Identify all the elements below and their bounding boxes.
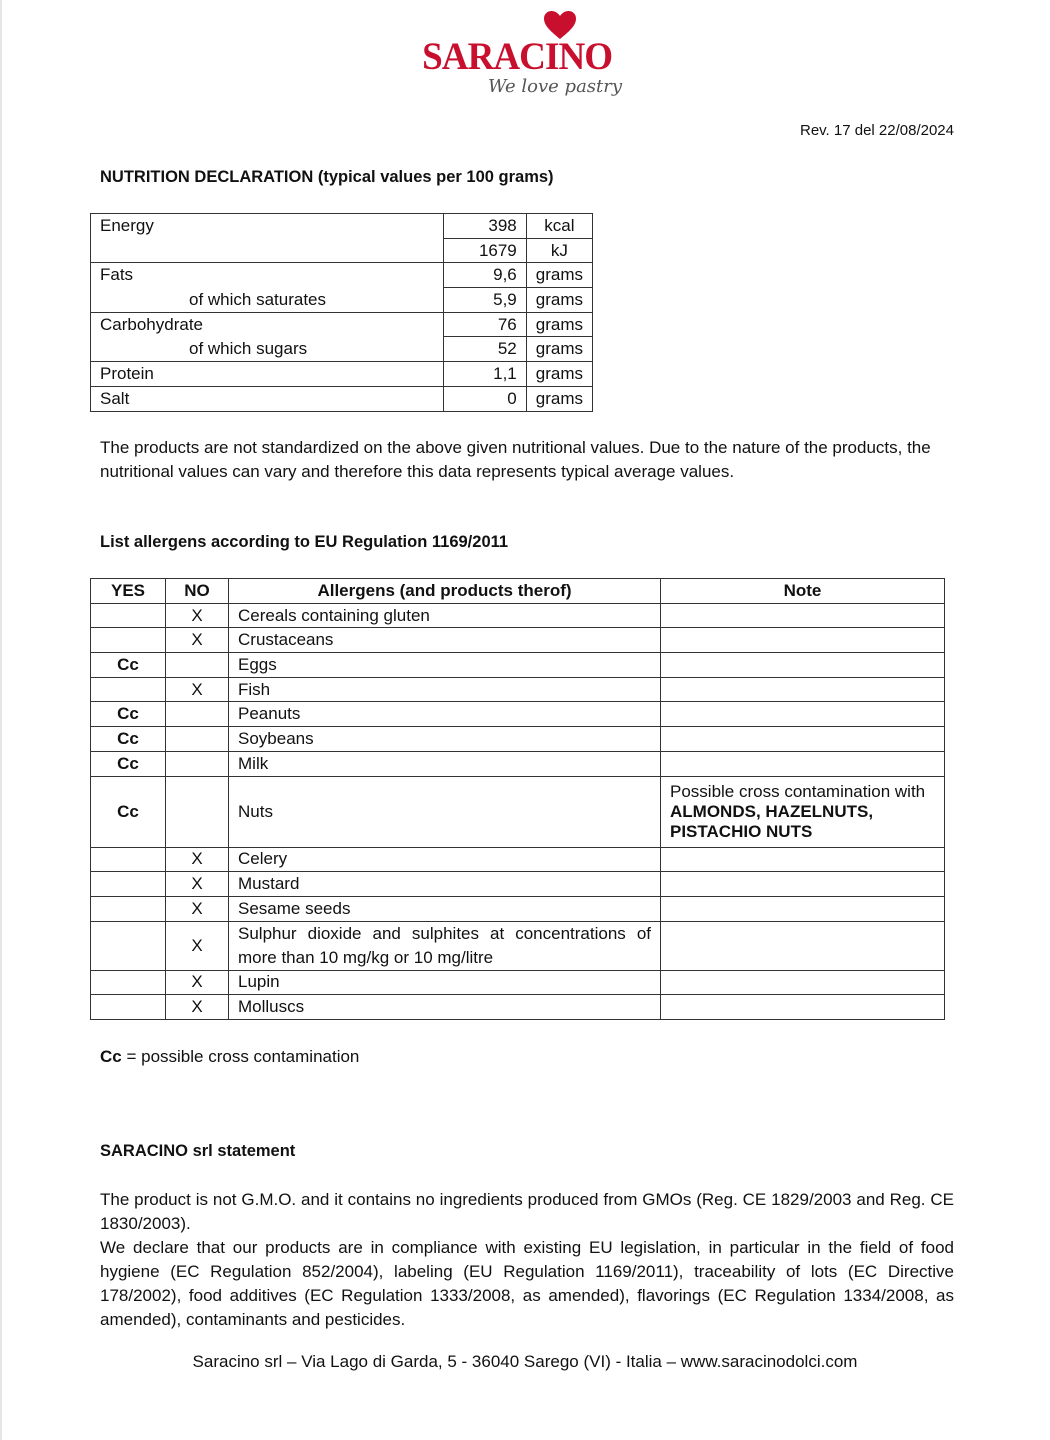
no-cell: [166, 702, 229, 727]
table-row: [91, 628, 945, 653]
energy-kcal-value: 398: [443, 214, 526, 239]
no-cell: X: [166, 872, 229, 897]
nutrient-value: 76: [443, 312, 526, 337]
yes-cell: [91, 847, 166, 872]
table-row: [91, 995, 945, 1020]
table-row: [91, 386, 593, 411]
yes-cell: [91, 995, 166, 1020]
note-cell: [661, 628, 945, 653]
note-cell: [661, 751, 945, 776]
logo-wordmark: SARACINO: [422, 35, 613, 78]
allergen-cell: Mustard: [229, 872, 661, 897]
nutrient-label: of which sugars: [91, 337, 444, 362]
note-cell: [661, 653, 945, 678]
yes-cell: [91, 677, 166, 702]
note-cell: [661, 847, 945, 872]
statement-heading: SARACINO srl statement: [100, 1142, 296, 1160]
no-cell: [166, 653, 229, 678]
nutrition-table: [90, 213, 593, 412]
table-row: [91, 603, 945, 628]
allergen-cell: Celery: [229, 847, 661, 872]
nutrient-unit: grams: [526, 386, 592, 411]
note-cell: [661, 995, 945, 1020]
yes-cell: Cc: [91, 653, 166, 678]
cc-legend-text: = possible cross contamination: [121, 1047, 360, 1066]
no-cell: [166, 751, 229, 776]
yes-cell: Cc: [91, 751, 166, 776]
allergens-table: [90, 578, 945, 1020]
allergen-cell: Molluscs: [229, 995, 661, 1020]
note-nut-list: ALMONDS, HAZELNUTS, PISTACHIO NUTS: [670, 801, 874, 841]
column-header-note: Note: [661, 579, 945, 604]
nutrient-label: Fats: [91, 263, 444, 288]
table-row: [91, 288, 593, 313]
column-header-allergen: Allergens (and products therof): [229, 579, 661, 604]
allergen-cell: Sesame seeds: [229, 896, 661, 921]
allergen-cell: Lupin: [229, 970, 661, 995]
note-cell: [661, 970, 945, 995]
nutrition-heading: NUTRITION DECLARATION (typical values per 100 grams): [100, 168, 554, 186]
note-cell: [661, 702, 945, 727]
table-row: [91, 653, 945, 678]
no-cell: X: [166, 896, 229, 921]
nutrient-label: of which saturates: [91, 288, 444, 313]
note-cell: [661, 727, 945, 752]
no-cell: X: [166, 847, 229, 872]
page-edge: [0, 0, 2, 1440]
note-cell: [661, 921, 945, 970]
table-row: [91, 677, 945, 702]
table-row: [91, 896, 945, 921]
note-cell: [661, 776, 945, 847]
column-header-yes: YES: [91, 579, 166, 604]
no-cell: [166, 727, 229, 752]
allergen-cell: Soybeans: [229, 727, 661, 752]
table-row: [91, 970, 945, 995]
table-row: [91, 921, 945, 970]
no-cell: X: [166, 995, 229, 1020]
table-row: [91, 872, 945, 897]
note-text: Possible cross contamination with: [670, 781, 926, 801]
compliance-statement: We declare that our products are in compliance with existing EU legislation, in particular in the field of food hygiene (EC Regulation 852/2004), labeling (EU Regulation 1169/2011), traceability of lots (EC Directive 178/2002), food additives (EC Regulation 1333/2008, as amended), flavorings (EC Regulation 1334/2008, as amended), contaminants and pesticides.: [100, 1238, 954, 1329]
allergens-heading: List allergens according to EU Regulation 1169/2011: [100, 533, 509, 551]
note-cell: [661, 896, 945, 921]
footer-address: Saracino srl – Via Lago di Garda, 5 - 36040 Sarego (VI) - Italia – www.saracinodolci.com: [192, 1352, 858, 1371]
company-logo: [410, 10, 635, 100]
nutrient-unit: grams: [526, 362, 592, 387]
statement-body: [100, 1188, 954, 1332]
allergen-cell: Nuts: [229, 776, 661, 847]
nutrient-label: Carbohydrate: [91, 312, 444, 337]
table-row: [91, 312, 593, 337]
nutrient-value: 0: [443, 386, 526, 411]
yes-cell: Cc: [91, 727, 166, 752]
table-header-row: [91, 579, 945, 604]
no-cell: [166, 776, 229, 847]
yes-cell: [91, 603, 166, 628]
nutrition-disclaimer: The products are not standardized on the above given nutritional values. Due to the nature of the products, the nutritional values can vary and therefore this data represents typical average values.: [100, 438, 931, 481]
energy-kcal-unit: kcal: [526, 214, 592, 239]
allergen-cell: Fish: [229, 677, 661, 702]
table-row: [91, 751, 945, 776]
energy-label: Energy: [91, 214, 444, 263]
column-header-no: NO: [166, 579, 229, 604]
yes-cell: [91, 970, 166, 995]
allergen-cell: Milk: [229, 751, 661, 776]
nutrient-value: 5,9: [443, 288, 526, 313]
no-cell: X: [166, 603, 229, 628]
table-row: [91, 337, 593, 362]
allergen-cell: Peanuts: [229, 702, 661, 727]
cc-legend: [100, 1045, 954, 1069]
energy-kj-unit: kJ: [526, 238, 592, 263]
allergen-cell: Cereals containing gluten: [229, 603, 661, 628]
nutrient-value: 52: [443, 337, 526, 362]
nutrient-label: Protein: [91, 362, 444, 387]
yes-cell: [91, 872, 166, 897]
yes-cell: [91, 921, 166, 970]
no-cell: X: [166, 970, 229, 995]
note-cell: [661, 603, 945, 628]
yes-cell: [91, 628, 166, 653]
table-row: [91, 702, 945, 727]
nutrient-value: 1,1: [443, 362, 526, 387]
nutrient-value: 9,6: [443, 263, 526, 288]
nutrient-unit: grams: [526, 263, 592, 288]
yes-cell: Cc: [91, 702, 166, 727]
yes-cell: [91, 896, 166, 921]
allergen-cell: Sulphur dioxide and sulphites at concentrations of more than 10 mg/kg or 10 mg/litre: [229, 921, 661, 970]
table-row: [91, 362, 593, 387]
table-row: [91, 214, 593, 239]
nutrient-unit: grams: [526, 288, 592, 313]
yes-cell: Cc: [91, 776, 166, 847]
no-cell: X: [166, 628, 229, 653]
table-row: [91, 727, 945, 752]
allergen-cell: Eggs: [229, 653, 661, 678]
nutrient-label: Salt: [91, 386, 444, 411]
table-row: [91, 776, 945, 847]
revision-label: Rev. 17 del 22/08/2024: [799, 122, 954, 139]
table-row: [91, 847, 945, 872]
no-cell: X: [166, 921, 229, 970]
logo-tagline: We love pastry: [488, 76, 623, 97]
energy-kj-value: 1679: [443, 238, 526, 263]
gmo-statement: The product is not G.M.O. and it contains no ingredients produced from GMOs (Reg. CE 1829/2003 and Reg. CE 1830/2003).: [100, 1190, 954, 1233]
nutrient-unit: grams: [526, 337, 592, 362]
no-cell: X: [166, 677, 229, 702]
table-row: [91, 263, 593, 288]
allergen-cell: Crustaceans: [229, 628, 661, 653]
note-cell: [661, 872, 945, 897]
nutrient-unit: grams: [526, 312, 592, 337]
cc-legend-key: Cc: [100, 1047, 122, 1066]
note-cell: [661, 677, 945, 702]
